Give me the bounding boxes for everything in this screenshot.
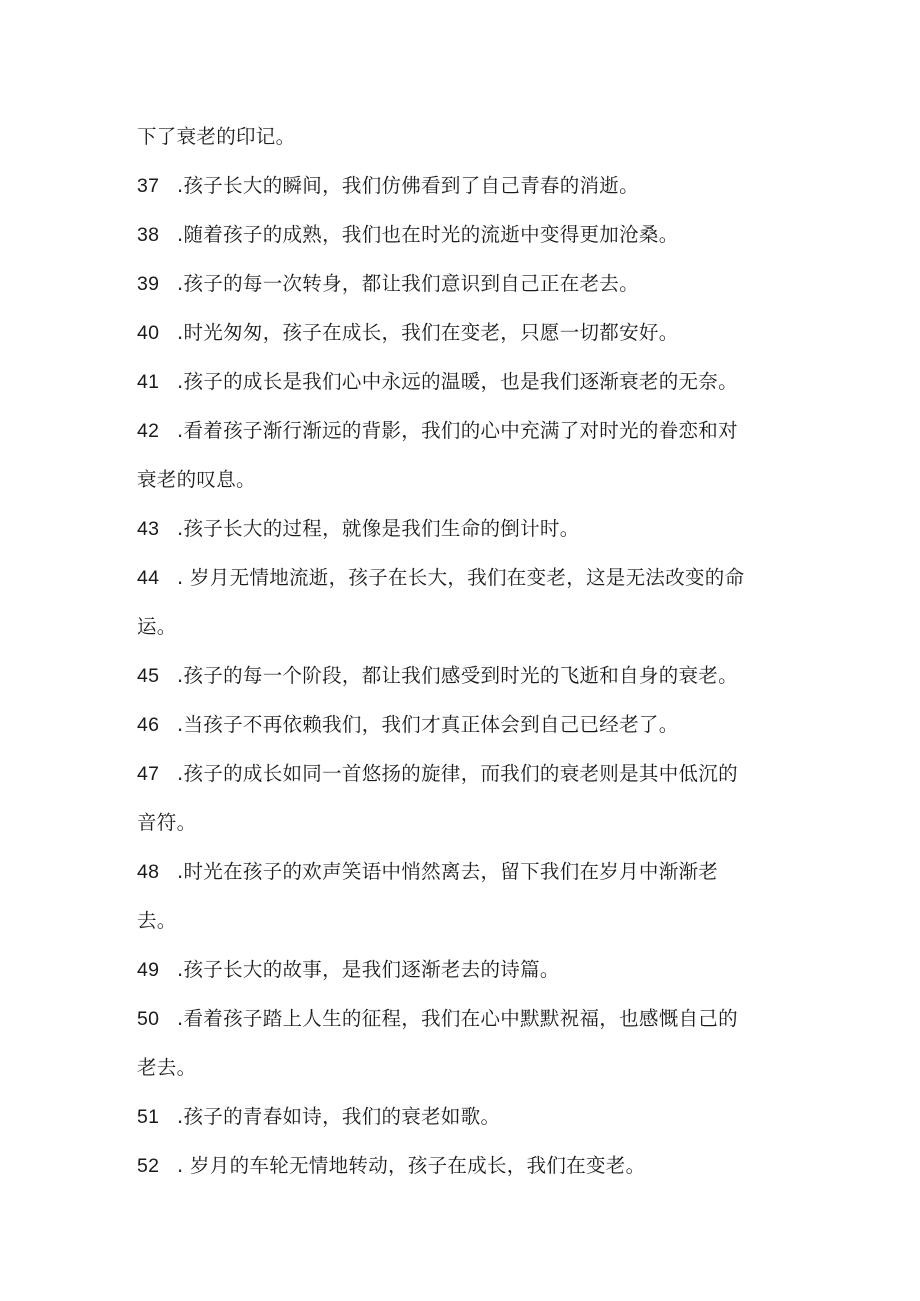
item-text: .孩子的成长如同一首悠扬的旋律，而我们的衰老则是其中低沉的	[177, 762, 738, 785]
line-text: 下了衰老的印记。	[137, 125, 296, 148]
item-number: 43	[137, 518, 160, 540]
item-number: 46	[137, 714, 160, 736]
item-text: .随着孩子的成熟，我们也在时光的流逝中变得更加沧桑。	[177, 223, 679, 246]
item-number: 38	[137, 224, 160, 246]
item-text: .时光在孩子的欢声笑语中悄然离去，留下我们在岁月中渐渐老	[177, 860, 719, 883]
item-text: .孩子的每一次转身，都让我们意识到自己正在老去。	[177, 272, 639, 295]
line-text: 音符。	[137, 811, 197, 834]
item-number: 50	[137, 1008, 160, 1030]
numbered-item	[137, 994, 797, 1043]
numbered-item	[137, 504, 797, 553]
numbered-item	[137, 161, 797, 210]
item-text: .孩子的每一个阶段，都让我们感受到时光的飞逝和自身的衰老。	[177, 664, 738, 687]
item-number: 49	[137, 959, 160, 981]
item-number: 39	[137, 273, 160, 295]
document-body	[137, 112, 797, 1190]
item-text: .孩子长大的过程，就像是我们生命的倒计时。	[177, 517, 580, 540]
numbered-item	[137, 406, 797, 455]
item-number: 47	[137, 763, 160, 785]
item-number: 41	[137, 371, 160, 393]
item-number: 37	[137, 175, 160, 197]
item-text: . 岁月无情地流逝，孩子在长大，我们在变老，这是无法改变的命	[177, 566, 745, 589]
text-line	[137, 1043, 797, 1092]
numbered-item	[137, 847, 797, 896]
item-number: 40	[137, 322, 160, 344]
item-number: 45	[137, 665, 160, 687]
numbered-item	[137, 651, 797, 700]
item-text: .当孩子不再依赖我们，我们才真正体会到自己已经老了。	[177, 713, 679, 736]
numbered-item	[137, 700, 797, 749]
text-line	[137, 112, 797, 161]
text-line	[137, 455, 797, 504]
numbered-item	[137, 553, 797, 602]
numbered-item	[137, 210, 797, 259]
numbered-item	[137, 945, 797, 994]
item-number: 52	[137, 1155, 160, 1177]
line-text: 去。	[137, 909, 177, 932]
numbered-item	[137, 308, 797, 357]
numbered-item	[137, 357, 797, 406]
numbered-item	[137, 1141, 797, 1190]
item-text: .孩子长大的瞬间，我们仿佛看到了自己青春的消逝。	[177, 174, 639, 197]
line-text: 衰老的叹息。	[137, 468, 256, 491]
item-text: .孩子的青春如诗，我们的衰老如歌。	[177, 1105, 501, 1128]
numbered-item	[137, 1092, 797, 1141]
item-number: 48	[137, 861, 160, 883]
text-line	[137, 896, 797, 945]
line-text: 运。	[137, 615, 177, 638]
item-text: . 岁月的车轮无情地转动，孩子在成长，我们在变老。	[177, 1154, 646, 1177]
item-text: .孩子的成长是我们心中永远的温暖，也是我们逐渐衰老的无奈。	[177, 370, 738, 393]
numbered-item	[137, 749, 797, 798]
item-text: .看着孩子渐行渐远的背影，我们的心中充满了对时光的眷恋和对	[177, 419, 738, 442]
item-number: 44	[137, 567, 160, 589]
line-text: 老去。	[137, 1056, 197, 1079]
item-text: .孩子长大的故事，是我们逐渐老去的诗篇。	[177, 958, 560, 981]
text-line	[137, 602, 797, 651]
item-text: .看着孩子踏上人生的征程，我们在心中默默祝福，也感慨自己的	[177, 1007, 738, 1030]
item-text: .时光匆匆，孩子在成长，我们在变老，只愿一切都安好。	[177, 321, 679, 344]
numbered-item	[137, 259, 797, 308]
text-line	[137, 798, 797, 847]
item-number: 42	[137, 420, 160, 442]
item-number: 51	[137, 1106, 160, 1128]
